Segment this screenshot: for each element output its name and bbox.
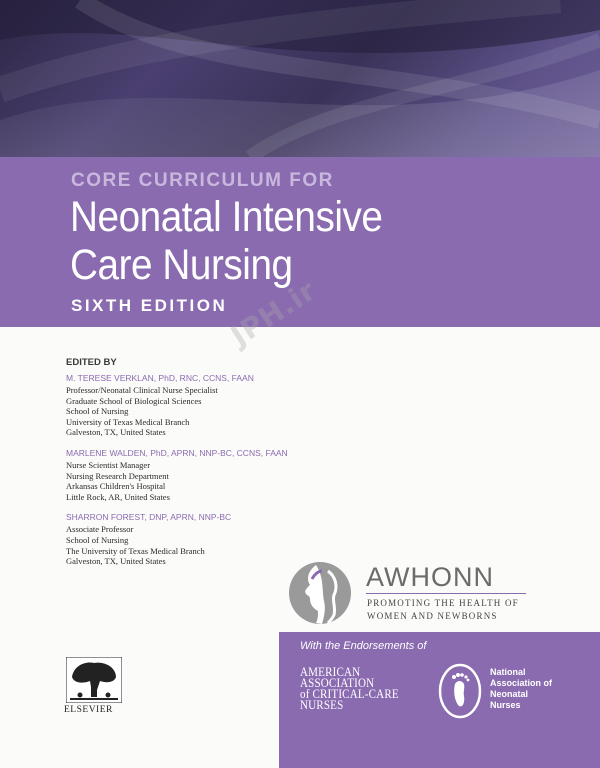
aacn-line: AMERICAN (300, 664, 361, 679)
affiliation-line: Graduate School of Biological Sciences (66, 395, 202, 406)
aacn-logo (300, 666, 399, 710)
awhonn-tagline-2: WOMEN AND NEWBORNS (367, 611, 498, 621)
editor-name: MARLENE WALDEN, PhD, APRN, NNP-BC, CCNS, FAAN (66, 447, 288, 458)
tree-icon (66, 657, 122, 703)
affiliation-line: School of Nursing (66, 406, 129, 417)
awhonn-name: AWHONN (366, 562, 494, 592)
affiliation-line: University of Texas Medical Branch (66, 416, 190, 427)
cover-top-band (0, 0, 600, 157)
affiliation-line: Little Rock, AR, United States (66, 491, 170, 502)
endorsements-label: With the Endorsements of (300, 640, 427, 652)
nann-line: Nurses (490, 700, 521, 710)
affiliation-line: Galveston, TX, United States (66, 427, 166, 438)
editor-name: M. TERESE VERKLAN, PhD, RNC, CCNS, FAAN (66, 373, 254, 383)
editor-entry (66, 512, 396, 566)
editor-entry (66, 448, 396, 502)
affiliation-line: The University of Texas Medical Branch (66, 545, 205, 556)
profiles-icon (288, 561, 352, 625)
edition-label: SIXTH EDITION (71, 296, 228, 315)
editors-block (66, 357, 396, 577)
aacn-line: NURSES (300, 697, 344, 712)
awhonn-divider (366, 593, 526, 594)
affiliation-line: Professor/Neonatal Clinical Nurse Specialist (66, 385, 218, 395)
book-title-line2: Care Nursing (70, 241, 293, 289)
swirl-pattern (0, 0, 600, 157)
affiliation-line: Galveston, TX, United States (66, 556, 166, 567)
editor-name: SHARRON FOREST, DNP, APRN, NNP-BC (66, 512, 232, 523)
nann-name (490, 667, 552, 711)
book-title-line1: Neonatal Intensive (70, 193, 383, 241)
watermark: JPH.ir (225, 273, 323, 353)
affiliation-line: Arkansas Children's Hospital (66, 481, 166, 492)
publisher-name: ELSEVIER (64, 705, 113, 715)
nann-line: National (490, 667, 526, 677)
series-title: CORE CURRICULUM FOR (71, 170, 334, 191)
aacn-line: ASSOCIATION (300, 675, 375, 690)
affiliation-line: Nursing Research Department (66, 470, 169, 481)
editor-entry (66, 373, 396, 438)
affiliation-line: Associate Professor (66, 524, 134, 535)
affiliation-line: School of Nursing (66, 534, 129, 545)
affiliation-line: Nurse Scientist Manager (66, 459, 151, 470)
awhonn-tagline-1: PROMOTING THE HEALTH OF (367, 598, 519, 608)
edited-by-heading: EDITED BY (66, 357, 117, 368)
aacn-line: of CRITICAL-CARE (300, 686, 399, 701)
nann-line: Neonatal (490, 689, 529, 699)
nann-line: Association of (490, 678, 553, 688)
baby-footprint-icon (437, 662, 487, 720)
